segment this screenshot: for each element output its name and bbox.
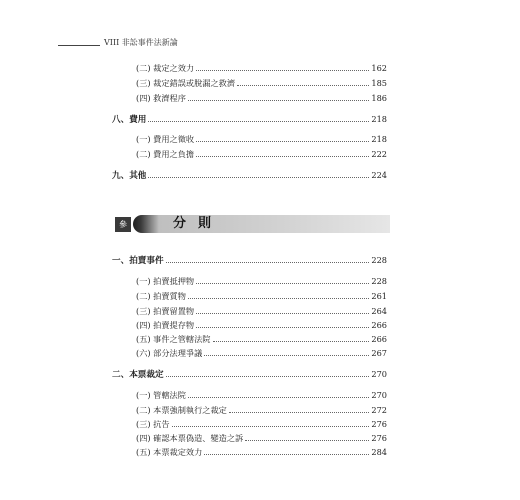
toc-section[interactable] <box>112 169 387 181</box>
running-header <box>58 38 472 50</box>
part-title: 分則 <box>173 216 224 231</box>
toc-entry-page: 264 <box>371 306 387 316</box>
toc-entry[interactable] <box>112 148 387 160</box>
leader-dots <box>237 85 369 86</box>
toc-entry-label: (四) 拍賣提存物 <box>136 319 195 330</box>
part-banner <box>115 215 390 233</box>
toc-section-label: 九、其他 <box>112 171 147 181</box>
leader-dots <box>245 440 369 441</box>
toc-entry[interactable] <box>112 305 387 317</box>
toc-entry-label: (一) 拍賣抵押物 <box>136 275 195 286</box>
part-title-bar <box>133 215 390 233</box>
toc-entry-label: (一) 費用之徵收 <box>136 133 195 144</box>
toc-entry-label: (三) 拍賣留置物 <box>136 305 195 316</box>
leader-dots <box>196 283 369 284</box>
toc-entry-page: 272 <box>371 405 387 415</box>
leader-dots <box>204 355 369 356</box>
leader-dots <box>172 426 370 427</box>
leader-dots <box>188 397 369 398</box>
toc-entry-page: 276 <box>371 419 387 429</box>
toc-section-label: 八、費用 <box>112 115 147 125</box>
header-text: VIII 非訟事件法新論 <box>104 38 178 47</box>
leader-dots <box>148 121 369 122</box>
toc-entry-page: 266 <box>371 320 387 330</box>
toc-entry-label: (六) 部分法理爭議 <box>136 347 203 358</box>
toc-entry[interactable] <box>112 62 387 74</box>
toc-section[interactable] <box>112 368 387 380</box>
toc-entry-label: (四) 救濟程序 <box>136 92 186 103</box>
leader-dots <box>229 412 369 413</box>
toc-entry-page: 266 <box>371 334 387 344</box>
toc-entry[interactable] <box>112 275 387 287</box>
toc-entry[interactable] <box>112 347 387 359</box>
toc-section[interactable] <box>112 254 387 266</box>
toc-entry[interactable] <box>112 389 387 401</box>
toc-section-label: 二、本票裁定 <box>112 370 164 380</box>
toc-entry-page: 267 <box>371 348 387 358</box>
leader-dots <box>213 341 370 342</box>
toc-entry-label: (四) 確認本票偽造、變造之訴 <box>136 432 244 443</box>
toc-entry-page: 162 <box>371 63 387 73</box>
leader-dots <box>148 177 369 178</box>
leader-dots <box>196 313 369 314</box>
toc-entry[interactable] <box>112 404 387 416</box>
toc-entry[interactable] <box>112 77 387 89</box>
leader-dots <box>196 156 369 157</box>
part-number-box: 參 <box>115 217 131 232</box>
toc-entry-page: 186 <box>371 93 387 103</box>
toc-entry-page: 185 <box>371 78 387 88</box>
toc-section-page: 228 <box>371 255 387 265</box>
toc-entry[interactable] <box>112 290 387 302</box>
toc-section-label: 一、拍賣事件 <box>112 256 164 266</box>
toc-entry[interactable] <box>112 432 387 444</box>
toc-entry[interactable] <box>112 92 387 104</box>
toc-entry-page: 276 <box>371 433 387 443</box>
leader-dots <box>196 141 369 142</box>
toc-entry-page: 270 <box>371 390 387 400</box>
toc-entry[interactable] <box>112 333 387 345</box>
toc-entry-page: 261 <box>371 291 387 301</box>
toc-entry-page: 228 <box>371 276 387 286</box>
leader-dots <box>188 100 369 101</box>
toc-entry-label: (三) 裁定錯誤或脫漏之救濟 <box>136 77 236 88</box>
toc-entry-label: (五) 事件之管轄法院 <box>136 333 211 344</box>
leader-dots <box>188 298 369 299</box>
header-rule <box>58 45 100 46</box>
leader-dots <box>166 376 370 377</box>
leader-dots <box>196 327 369 328</box>
toc-section-page: 224 <box>371 170 387 180</box>
leader-dots <box>196 70 369 71</box>
toc-section-page: 218 <box>371 114 387 124</box>
toc-entry-page: 222 <box>371 149 387 159</box>
toc-entry-label: (二) 費用之負擔 <box>136 148 195 159</box>
toc-entry-label: (一) 管轄法院 <box>136 389 186 400</box>
toc-section[interactable] <box>112 113 387 125</box>
toc-entry-label: (五) 本票裁定效力 <box>136 446 203 457</box>
leader-dots <box>204 454 369 455</box>
toc-entry-label: (二) 裁定之效力 <box>136 62 195 73</box>
toc-entry[interactable] <box>112 133 387 145</box>
toc-entry[interactable] <box>112 446 387 458</box>
toc-section-page: 270 <box>371 369 387 379</box>
toc-entry-page: 218 <box>371 134 387 144</box>
toc-entry-label: (二) 本票強制執行之裁定 <box>136 404 227 415</box>
toc-entry-label: (三) 抗告 <box>136 418 170 429</box>
toc-entry-label: (二) 拍賣質物 <box>136 290 186 301</box>
toc-entry-page: 284 <box>371 447 387 457</box>
leader-dots <box>166 262 370 263</box>
toc-entry[interactable] <box>112 319 387 331</box>
toc-entry[interactable] <box>112 418 387 430</box>
